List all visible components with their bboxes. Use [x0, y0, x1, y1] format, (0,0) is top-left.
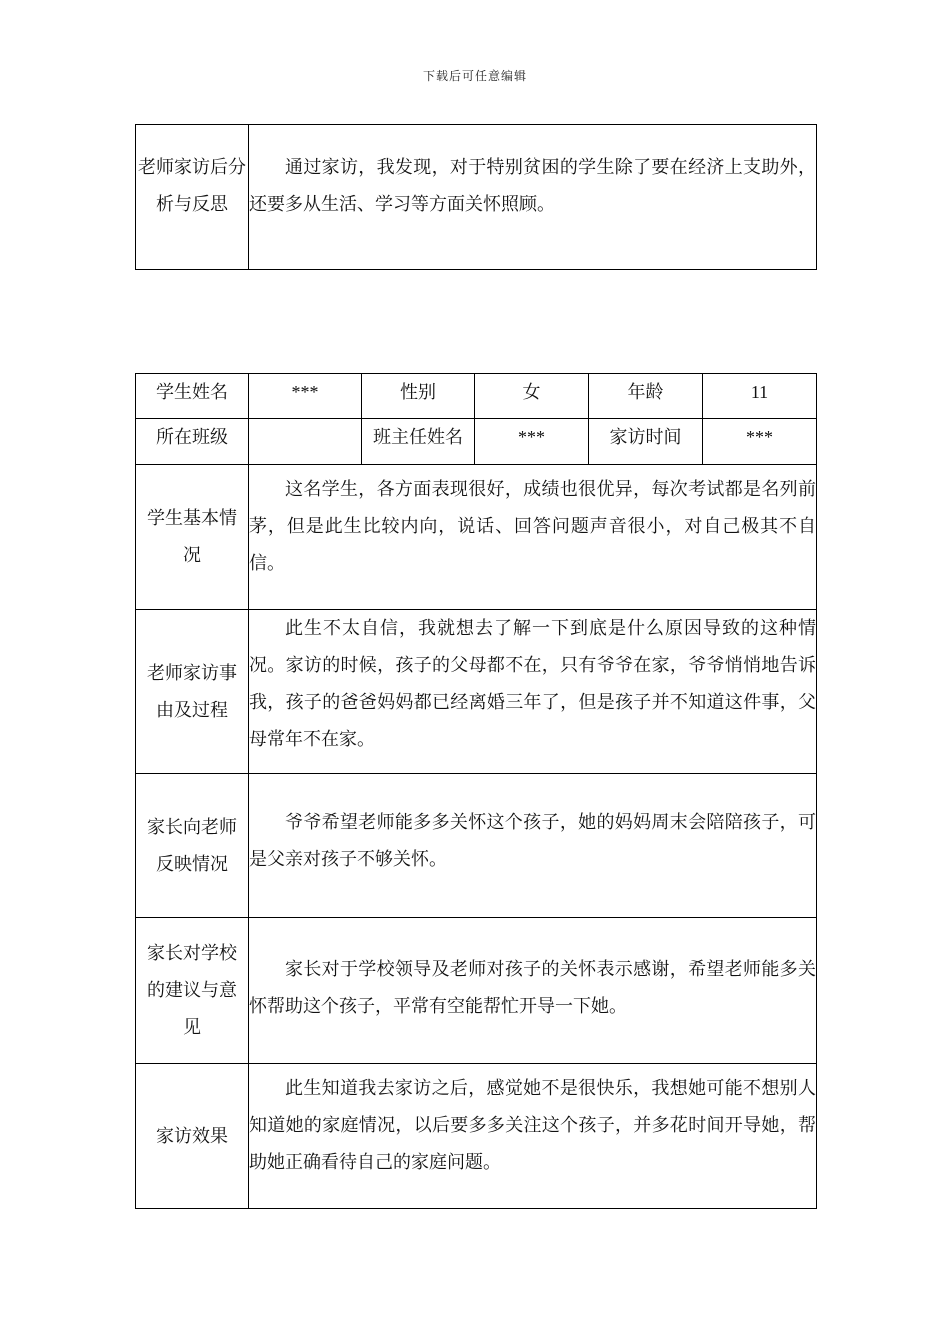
head-teacher-label: 班主任姓名: [362, 419, 475, 465]
class-label: 所在班级: [136, 419, 249, 465]
section-label-basic: [136, 465, 249, 610]
section-label-text: 学生基本情况: [147, 508, 237, 566]
section-label-suggestions: [136, 918, 249, 1064]
reflection-label-text: 老师家访后分析与反思: [138, 157, 246, 215]
section-content-process: [249, 610, 817, 774]
section-content-suggestions: [249, 918, 817, 1064]
section-label-text: 家长向老师反映情况: [147, 816, 237, 875]
visit-time-label: 家访时间: [589, 419, 703, 465]
class-value: [249, 419, 362, 465]
section-content-effect: [249, 1064, 817, 1209]
gender-label: 性别: [362, 374, 475, 419]
section-label-parent-feedback: [136, 774, 249, 918]
visit-time-value: ***: [703, 419, 817, 465]
section-label-effect: [136, 1064, 249, 1209]
reflection-table: [135, 124, 817, 270]
section-label-text: 家访效果: [156, 1125, 228, 1147]
section-label-text: 家长对学校的建议与意见: [147, 943, 237, 1038]
head-teacher-value: ***: [475, 419, 589, 465]
section-content-parent-feedback: [249, 774, 817, 918]
section-label-text: 老师家访事由及过程: [147, 662, 237, 721]
student-name-label: 学生姓名: [136, 374, 249, 419]
home-visit-table: [135, 373, 817, 1209]
section-content-text: 此生知道我去家访之后，感觉她不是很快乐，我想她可能不想别人知道她的家庭情况，以后要多多关注这个孩子，并多花时间开导她，帮助她正确看待自己的家庭问题。: [249, 1078, 816, 1173]
section-content-text: 家长对于学校领导及老师对孩子的关怀表示感谢，希望老师能多关怀帮助这个孩子，平常有空能帮忙开导一下她。: [249, 958, 816, 1017]
section-content-basic: [249, 465, 817, 610]
gender-value: 女: [475, 374, 589, 419]
reflection-content: 通过家访，我发现，对于特别贫困的学生除了要在经济上支助外，还要多从生活、学习等方面关怀照顾。: [249, 157, 816, 215]
student-name-value: ***: [249, 374, 362, 419]
reflection-content-cell: [249, 125, 817, 270]
section-label-process: [136, 610, 249, 774]
reflection-label: [136, 125, 249, 270]
age-value: 11: [703, 374, 817, 419]
age-label: 年龄: [589, 374, 703, 419]
section-content-text: 这名学生，各方面表现很好，成绩也很优异，每次考试都是名列前茅，但是此生比较内向，说话、回答问题声音很小，对自己极其不自信。: [249, 479, 816, 574]
section-content-text: 爷爷希望老师能多多关怀这个孩子，她的妈妈周末会陪陪孩子，可是父亲对孩子不够关怀。: [249, 811, 816, 870]
header-note: 下载后可任意编辑: [422, 69, 527, 83]
section-content-text: 此生不太自信，我就想去了解一下到底是什么原因导致的这种情况。家访的时候，孩子的父母都不在，只有爷爷在家，爷爷悄悄地告诉我，孩子的爸爸妈妈都已经离婚三年了，但是孩子并不知道这件事，父母常年不在家。: [249, 618, 816, 750]
